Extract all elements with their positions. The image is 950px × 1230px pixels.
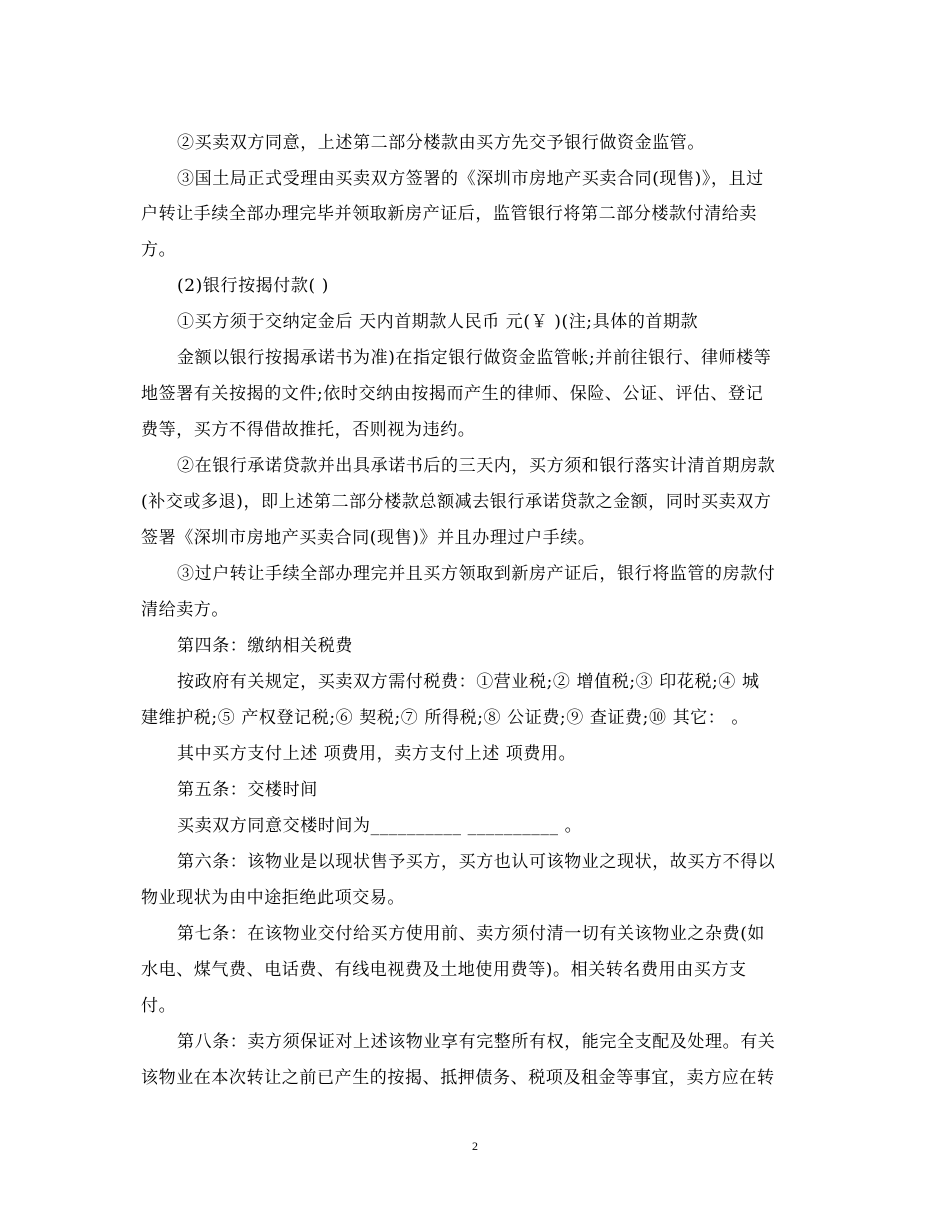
text-line: 付。 bbox=[141, 996, 177, 1016]
text-line: 建维护税;⑤ 产权登记税;⑥ 契税;⑦ 所得税;⑧ 公证费;⑨ 查证费;⑩ 其它： 。 bbox=[141, 708, 749, 728]
text-line: ②在银行承诺贷款并出具承诺书后的三天内，买方须和银行落实计清首期房款 bbox=[177, 456, 776, 476]
text-line: (2)银行按揭付款( ) bbox=[177, 276, 329, 296]
text-line: (补交或多退)，即上述第二部分楼款总额减去银行承诺贷款之金额，同时买卖双方 bbox=[141, 492, 772, 512]
text-line: 水电、煤气费、电话费、有线电视费及土地使用费等)。相关转名费用由买方支 bbox=[141, 960, 747, 980]
text-line: 清给卖方。 bbox=[141, 600, 229, 620]
text-line: 费等，买方不得借故推托，否则视为违约。 bbox=[141, 420, 476, 440]
text-line: 第八条：卖方须保证对上述该物业享有完整所有权，能完全支配及处理。有关 bbox=[177, 1032, 776, 1052]
text-line: 物业现状为由中途拒绝此项交易。 bbox=[141, 888, 405, 908]
text-line: 第六条：该物业是以现状售予买方，买方也认可该物业之现状，故买方不得以 bbox=[177, 852, 776, 872]
text-line: ①买方须于交纳定金后 天内首期款人民币 元(￥ )(注;具体的首期款 bbox=[177, 312, 699, 332]
section-heading: 第五条：交楼时间 bbox=[177, 780, 318, 800]
text-line: 其中买方支付上述 项费用，卖方支付上述 项费用。 bbox=[177, 744, 577, 764]
text-line: ②买卖双方同意，上述第二部分楼款由买方先交予银行做资金监管。 bbox=[177, 133, 705, 153]
text-line: 方。 bbox=[141, 240, 177, 260]
text-line: 地签署有关按揭的文件;依时交纳由按揭而产生的律师、保险、公证、评估、登记 bbox=[141, 384, 764, 404]
section-heading: 第四条：缴纳相关税费 bbox=[177, 636, 353, 656]
text-line: 金额以银行按揭承诺书为准)在指定银行做资金监管帐;并前往银行、律师楼等 bbox=[177, 348, 772, 368]
page-number: 2 bbox=[472, 1139, 478, 1153]
text-line: 按政府有关规定，买卖双方需付税费：①营业税;② 增值税;③ 印花税;④ 城 bbox=[177, 672, 760, 692]
text-line: ③过户转让手续全部办理完并且买方领取到新房产证后，银行将监管的房款付 bbox=[177, 564, 776, 584]
text-line: 第七条：在该物业交付给买方使用前、卖方须付清一切有关该物业之杂费(如 bbox=[177, 924, 766, 944]
text-line: 户转让手续全部办理完毕并领取新房产证后，监管银行将第二部分楼款付清给卖 bbox=[141, 204, 757, 224]
text-line: 买卖双方同意交楼时间为__________ __________ 。 bbox=[177, 816, 583, 836]
text-line: ③国土局正式受理由买卖双方签署的《深圳市房地产买卖合同(现售)》，且过 bbox=[177, 169, 764, 189]
text-line: 签署《深圳市房地产买卖合同(现售)》并且办理过户手续。 bbox=[141, 528, 596, 548]
text-line: 该物业在本次转让之前已产生的按揭、抵押债务、税项及租金等事宜，卖方应在转 bbox=[141, 1068, 775, 1088]
